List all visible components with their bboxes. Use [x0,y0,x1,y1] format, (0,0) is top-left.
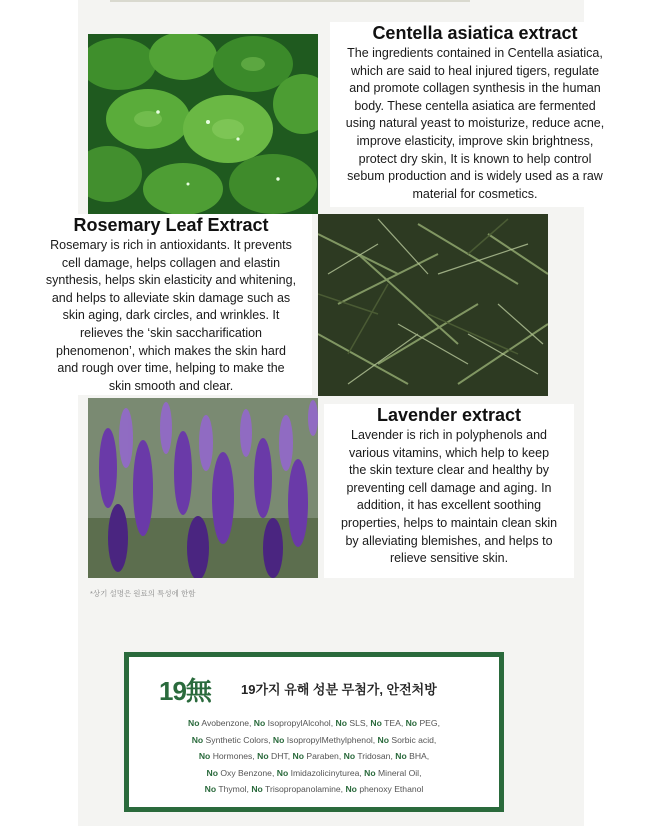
rosemary-photo [318,214,548,396]
rosemary-line: cell damage, helps collagen and elastin [61,255,281,270]
no-label: No [276,767,289,778]
free-from-list [137,715,491,798]
ingredient: IsopropylAlcohol [267,718,331,728]
centella-line: using natural yeast to moisturize, reduce acne, [345,116,605,131]
no-label: No [187,718,200,728]
no-label: No [251,784,263,794]
lavender-title: Lavender extract [376,405,522,425]
no-label: No [272,734,285,745]
lavender-photo [88,398,318,578]
no-label: No [377,734,390,745]
lavender-description [324,427,574,568]
centella-line: body. These centella asiatica are fermented [354,98,596,113]
lavender-line: Lavender is rich in polyphenols and [351,428,547,442]
rosemary-line: skin smooth and clear. [108,378,234,393]
free-from-row: No Avobenzone, No IsopropylAlcohol, No SLS, No TEA, No PEG, [187,718,440,728]
top-divider [110,0,470,2]
no-label: No [191,734,204,745]
ingredient: Thymol [218,784,247,794]
ingredient: Trisopropanolamine [265,784,341,794]
no-label: No [257,751,269,761]
no-label: No [395,751,407,761]
no-label: No [335,718,347,728]
centella-description [330,45,620,203]
free-from-count: 19無 [159,676,211,706]
ingredient: SLS [349,718,366,728]
rosemary-title: Rosemary Leaf Extract [73,215,269,235]
lavender-line: preventing cell damage and aging. In [346,480,552,495]
ingredient: Hormones [212,751,253,761]
lavender-section [324,404,574,578]
footnote: *상기 설명은 원료의 특성에 한함 [90,589,196,598]
ingredient: Paraben [306,751,339,761]
free-from-title: 19가지 유해 성분 무첨가, 안전처방 [241,682,437,697]
rosemary-section [30,214,312,395]
centella-line: which are said to heal injured tigers, regulate [350,63,600,78]
no-label: No [343,751,356,761]
centella-line: sebum production and is widely used as a raw [347,169,603,184]
lavender-line: relieve sensitive skin. [389,551,509,566]
centella-photo [88,34,318,214]
lavender-line: addition, it has excellent soothing [356,498,542,513]
ingredient: Tridosan [357,751,391,761]
centella-line: protect dry skin, It is known to help control [358,151,592,166]
lavender-line: the skin texture clear and healthy by [348,463,550,478]
free-from-row: No Thymol, No Trisopropanolamine, No phenoxy Ethanol [204,784,424,794]
no-label: No [292,751,304,761]
rosemary-line: relieves the ‘skin saccharification [79,325,263,340]
ingredient: Imidazolicinyturea [290,767,360,778]
centella-line: material for cosmetics. [412,186,538,201]
centella-title: Centella asiatica extract [372,23,578,43]
ingredient: phenoxy Ethanol [359,784,424,794]
ingredient: Sorbic acid [391,734,434,745]
rosemary-line: phenomenon’, which makes the skin hard [56,343,286,358]
lavender-line: various vitamins, which help to keep [348,445,550,460]
lavender-line: properties, helps to maintain clean skin [340,515,558,530]
ingredient: BHA [409,751,427,761]
no-label: No [345,784,357,794]
no-label: No [206,767,218,778]
lavender-line: by alleviating blemishes, and helps to [345,533,553,548]
rosemary-line: synthesis, helps skin elasticity and whitening, [45,273,297,288]
ingredient: TEA [384,718,401,728]
ingredient: Avobenzone [201,718,250,728]
ingredient: DHT [270,751,288,761]
rosemary-line: and rough over time, helping to make the [57,361,285,376]
ingredient: Oxy Benzone [220,767,272,778]
free-from-row: No Synthetic Colors, No IsopropylMethylphenol, No Sorbic acid, [191,734,437,745]
centella-section [330,22,620,207]
free-from-row: No Oxy Benzone, No Imidazolicinyturea, No Mineral Oil, [206,767,422,778]
rosemary-line: Rosemary is rich in antioxidants. It prevents [50,238,292,252]
centella-line: and promote collagen synthesis in the human [349,81,601,96]
ingredient: Synthetic Colors [205,734,269,745]
free-from-row: No Hormones, No DHT, No Paraben, No Tridosan, No BHA, [198,751,430,761]
rosemary-description [30,237,312,395]
no-label: No [204,784,217,794]
ingredient: PEG [419,718,438,728]
no-label: No [364,767,376,778]
ingredient: Mineral Oil [378,767,420,778]
rosemary-line: and helps to alleviate skin damage such as [51,290,291,305]
centella-line: improve elasticity, improve skin brightness, [356,133,594,148]
centella-line: The ingredients contained in Centella asiatica, [347,46,603,60]
no-label: No [370,718,382,728]
free-from-box [124,652,504,812]
rosemary-line: skin aging, dark circles, and wrinkles. It [62,308,280,323]
ingredient: IsopropylMethylphenol [286,734,373,745]
no-label: No [253,718,266,728]
no-label: No [405,718,418,728]
no-label: No [198,751,211,761]
